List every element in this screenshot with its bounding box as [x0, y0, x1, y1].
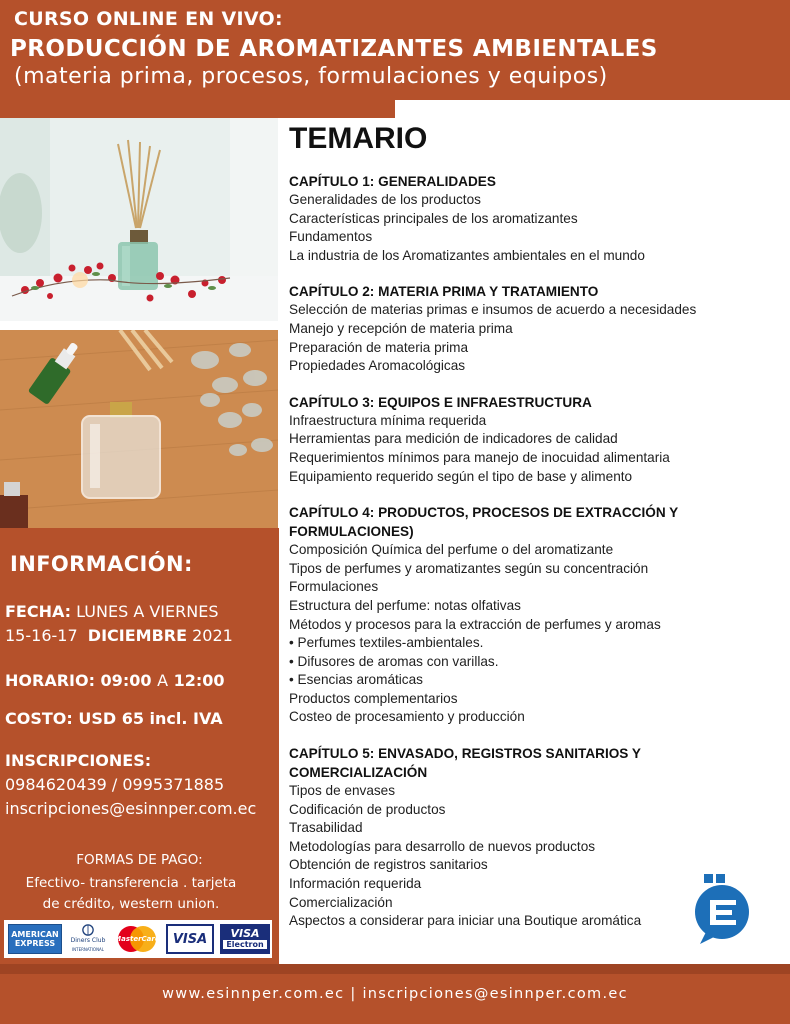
chapter-4: [289, 503, 779, 727]
course-type: CURSO ONLINE EN VIVO:: [14, 8, 283, 30]
footer-contact: [0, 986, 790, 1002]
diners-logo: [66, 924, 110, 954]
footer-separator: |: [350, 986, 357, 1002]
costo-line: COSTO: USD 65 incl. IVA: [5, 709, 223, 728]
reed-diffuser-photo: [0, 118, 278, 321]
diners-line-2: INTERNATIONAL: [71, 947, 105, 952]
list-item: Codificación de productos: [289, 801, 446, 817]
list-item: • Perfumes textiles-ambientales.: [289, 635, 484, 651]
list-item: Equipamiento requerido según el tipo de base y alimento: [289, 468, 633, 484]
list-item: Composición Química del perfume o del aromatizante: [289, 542, 614, 558]
fecha-year: 2021: [192, 626, 233, 645]
list-item: Costeo de procesamiento y producción: [289, 709, 525, 725]
fecha-days: 15-16-17: [5, 626, 78, 645]
chapter-title-line-2: FORMULACIONES): [289, 524, 414, 540]
list-item: Generalidades de los productos: [289, 192, 481, 207]
list-item: • Esencias aromáticas: [289, 672, 423, 688]
phone-numbers: 0984620439 / 0995371885: [5, 775, 225, 794]
payment-line-2: de crédito, western union.: [42, 896, 220, 912]
chapter-title: CAPÍTULO 1: GENERALIDADES: [289, 174, 496, 189]
chapter-2: [289, 282, 779, 375]
list-item: Metodologías para desarrollo de nuevos productos: [289, 838, 596, 854]
temario-section: [289, 120, 779, 948]
amex-line-1: AMERICAN: [11, 930, 59, 939]
list-item: Métodos y procesos para la extracción de perfumes y aromas: [289, 616, 661, 632]
inscripciones-email[interactable]: inscripciones@esinnper.com.ec: [5, 799, 257, 818]
footer-email-link[interactable]: inscripciones@esinnper.com.ec: [362, 986, 628, 1002]
payment-cards: [4, 920, 272, 958]
course-title: PRODUCCIÓN DE AROMATIZANTES AMBIENTALES: [10, 36, 658, 62]
list-item: Productos complementarios: [289, 690, 458, 706]
list-item: Trasabilidad: [289, 820, 363, 836]
list-item: Tipos de envases: [289, 783, 396, 799]
amex-line-2: EXPRESS: [14, 939, 56, 948]
amex-logo: [8, 924, 62, 954]
horario-label: HORARIO:: [5, 671, 95, 690]
info-panel: [0, 528, 279, 964]
footer-bar: [0, 964, 790, 1024]
footer-strip: [0, 964, 790, 974]
horario-end: 12:00: [173, 671, 225, 690]
chapter-title: CAPÍTULO 2: MATERIA PRIMA Y TRATAMIENTO: [289, 284, 599, 300]
list-item: Obtención de registros sanitarios: [289, 857, 488, 873]
mastercard-logo: [114, 924, 160, 954]
temario-title: TEMARIO: [289, 122, 428, 155]
footer-website-link[interactable]: www.esinnper.com.ec: [162, 986, 345, 1002]
course-subtitle: (materia prima, procesos, formulaciones y equipos): [14, 64, 608, 89]
horario-start: 09:00: [100, 671, 152, 690]
list-item: Tipos de perfumes y aromatizantes según su concentración: [289, 560, 649, 576]
chapter-1: [289, 172, 779, 265]
fecha-month: DICIEMBRE: [87, 626, 188, 645]
visa-electron-line-2: Electron: [223, 940, 267, 949]
chapter-title-line-2: COMERCIALIZACIÓN: [289, 765, 428, 781]
payment-line-1: Efectivo- transferencia . tarjeta: [25, 875, 237, 891]
chapter-title-line-1: CAPÍTULO 5: ENVASADO, REGISTROS SANITARIOS Y: [289, 746, 641, 762]
header-banner: [0, 0, 790, 118]
chapter-title: CAPÍTULO 3: EQUIPOS E INFRAESTRUCTURA: [289, 394, 592, 410]
visa-logo: VISA: [166, 924, 214, 954]
header-cutout: [395, 100, 790, 118]
list-item: Características principales de los aromatizantes: [289, 210, 578, 226]
visa-electron-line-1: VISA: [230, 927, 260, 940]
list-item: Información requerida: [289, 876, 422, 892]
diners-line-1: Diners Club: [70, 937, 106, 944]
list-item: Manejo y recepción de materia prima: [289, 320, 513, 336]
chapter-3: [289, 393, 779, 486]
fecha-label: FECHA:: [5, 602, 72, 621]
list-item: Aspectos a considerar para iniciar una Boutique aromática: [289, 913, 642, 929]
list-item: • Difusores de aromas con varillas.: [289, 653, 499, 669]
list-item: Selección de materias primas e insumos de acuerdo a necesidades: [289, 302, 697, 318]
fecha-value: LUNES A VIERNES: [76, 602, 219, 621]
info-title: INFORMACIÓN:: [10, 552, 193, 576]
list-item: Preparación de materia prima: [289, 339, 469, 355]
diners-circle-icon: [80, 924, 96, 936]
mastercard-label: MasterCard: [114, 934, 160, 943]
glass-bottles-photo: [0, 330, 278, 528]
list-item: Requerimientos mínimos para manejo de inocuidad alimentaria: [289, 449, 670, 465]
list-item: Estructura del perfume: notas olfativas: [289, 597, 521, 613]
visa-electron-logo: [220, 924, 270, 954]
payment-title: FORMAS DE PAGO:: [76, 852, 203, 868]
list-item: Herramientas para medición de indicadores de calidad: [289, 431, 618, 447]
payment-methods: [0, 873, 262, 915]
list-item: Comercialización: [289, 894, 393, 910]
fecha-block: [5, 600, 233, 648]
chapter-title-line-1: CAPÍTULO 4: PRODUCTOS, PROCESOS DE EXTRACCIÓN Y: [289, 505, 679, 521]
list-item: La industria de los Aromatizantes ambientales en el mundo: [289, 247, 645, 263]
list-item: Formulaciones: [289, 579, 379, 595]
list-item: Infraestructura mínima requerida: [289, 412, 487, 428]
list-item: Propiedades Aromacológicas: [289, 358, 466, 374]
list-item: Fundamentos: [289, 229, 373, 245]
horario-sep: A: [157, 671, 169, 690]
inscripciones-label: INSCRIPCIONES:: [5, 751, 152, 770]
horario-line: [5, 671, 225, 690]
esinnper-logo-icon: [694, 874, 754, 946]
